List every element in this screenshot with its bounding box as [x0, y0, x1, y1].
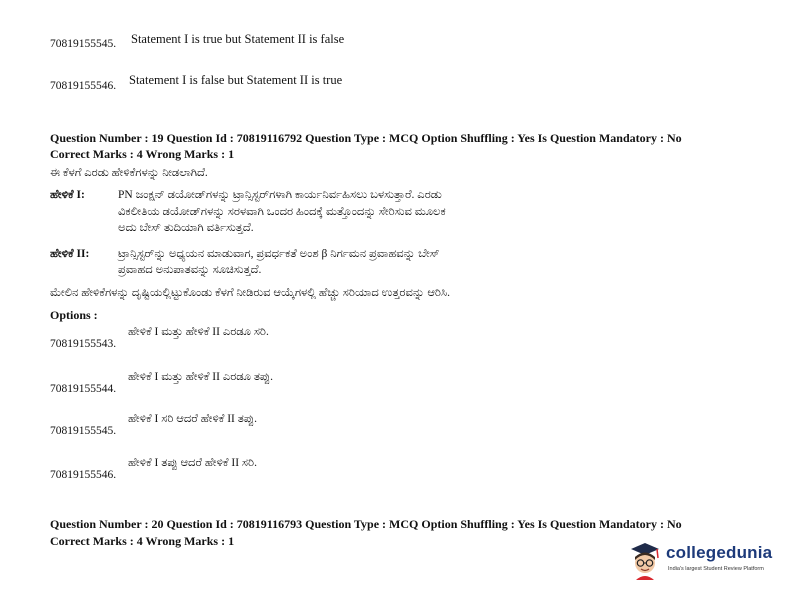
question-header: Question Number : 20 Question Id : 70819116793 Question Type : MCQ Option Shuffling : Yes Is Question Mandatory : No [50, 517, 682, 531]
option-id: 70819155546. [50, 469, 117, 481]
option-text: ಹೇಳಿಕೆ I ಸರಿ ಆದರೆ ಹೇಳಿಕೆ II ತಪ್ಪು. [128, 413, 257, 425]
options-label: Options : [50, 308, 98, 322]
statement-1-line: ಅದು ಬೇಸ್ ತುದಿಯಾಗಿ ವರ್ತಿಸುತ್ತದೆ. [118, 222, 254, 234]
option-text: ಹೇಳಿಕೆ I ಮತ್ತು ಹೇಳಿಕೆ II ಎರಡೂ ತಪ್ಪು. [128, 371, 274, 383]
question-instruction: ಮೇಲಿನ ಹೇಳಿಕೆಗಳನ್ನು ದೃಷ್ಟಿಯಲ್ಲಿಟ್ಟುಕೊಂಡು ಕೆಳಗೆ ನೀಡಿರುವ ಆಯ್ಕೆಗಳಲ್ಲಿ ಹೆಚ್ಚು ಸರಿಯಾದ ಉತ್ತರವನ್ನು ಆರಿಸಿ. [50, 287, 450, 299]
statement-2-label: ಹೇಳಿಕೆ II: [50, 248, 90, 260]
collegedunia-logo [628, 540, 778, 584]
option-id: 70819155545. [50, 425, 117, 437]
option-text: Statement I is true but Statement II is false [131, 32, 345, 46]
question-header: Question Number : 19 Question Id : 70819116792 Question Type : MCQ Option Shuffling : Yes Is Question Mandatory : No [50, 131, 682, 145]
option-id: 70819155543. [50, 338, 117, 350]
statement-2-line: ಟ್ರಾನ್ಸಿಸ್ಟರ್‌ನ್ನು ಅಧ್ಯಯನ ಮಾಡುವಾಗ, ಪ್ರವರ್ಧಕತೆ ಅಂಶ β ನಿರ್ಗಮನ ಪ್ರವಾಹವನ್ನು ಬೇಸ್ [118, 248, 440, 260]
statement-1-line: PN ಜಂಕ್ಷನ್ ಡಯೋಡ್‌ಗಳನ್ನು ಟ್ರಾನ್ಸಿಸ್ಟರ್‌ಗಳಾಗಿ ಕಾರ್ಯನಿರ್ವಹಿಸಲು ಬಳಸುತ್ತಾರೆ. ಎರಡು [118, 189, 442, 201]
statement-2-line: ಪ್ರವಾಹದ ಅನುಪಾತವನ್ನು ಸೂಚಿಸುತ್ತದೆ. [118, 264, 262, 276]
option-id: 70819155544. [50, 383, 117, 395]
option-id: 70819155546. [50, 80, 117, 92]
question-marks: Correct Marks : 4 Wrong Marks : 1 [50, 147, 235, 161]
logo-wordmark: collegedunia [666, 543, 773, 562]
graduate-avatar-icon [628, 540, 662, 580]
option-text: ಹೇಳಿಕೆ I ಮತ್ತು ಹೇಳಿಕೆ II ಎರಡೂ ಸರಿ. [128, 326, 269, 338]
question-intro: ಈ ಕೆಳಗೆ ಎರಡು ಹೇಳಿಕೆಗಳನ್ನು ನೀಡಲಾಗಿದೆ. [50, 167, 208, 179]
option-text: Statement I is false but Statement II is true [129, 73, 343, 87]
statement-1-line: ವಿಕಲೀತಿಯ ಡಯೋಡ್‌ಗಳನ್ನು ಸರಳವಾಗಿ ಒಂದರ ಹಿಂದಕ್ಕೆ ಮತ್ತೊಂದನ್ನು ಸೇರಿಸುವ ಮೂಲಕ [118, 206, 446, 218]
statement-1-label: ಹೇಳಿಕೆ I: [50, 189, 85, 201]
question-marks: Correct Marks : 4 Wrong Marks : 1 [50, 534, 235, 548]
logo-tagline: India's largest Student Review Platform [668, 566, 764, 572]
option-id: 70819155545. [50, 38, 117, 50]
option-text: ಹೇಳಿಕೆ I ತಪ್ಪು ಆದರೆ ಹೇಳಿಕೆ II ಸರಿ. [128, 457, 257, 469]
